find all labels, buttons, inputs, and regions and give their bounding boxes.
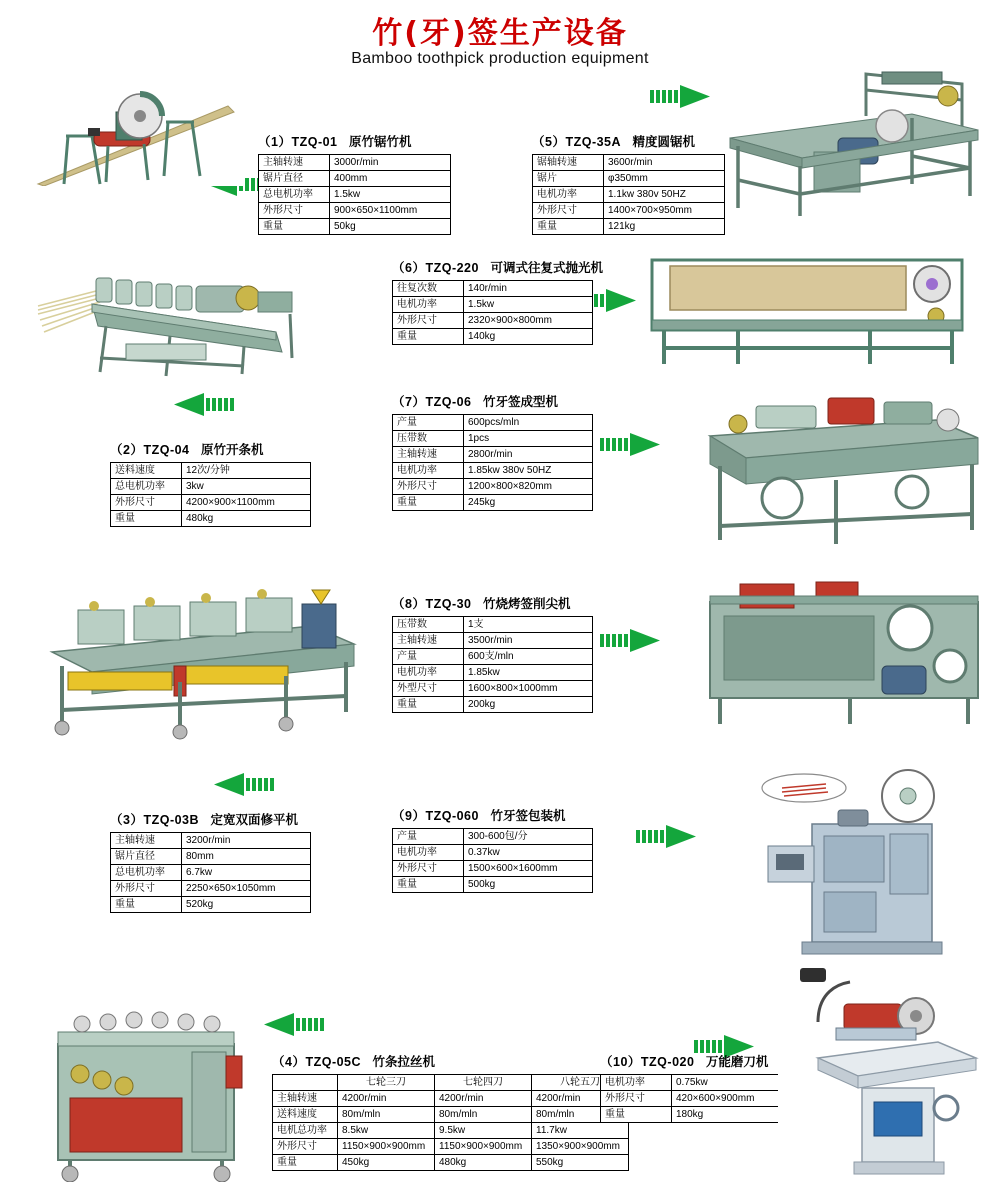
flow-arrow-left-2 bbox=[172, 392, 234, 418]
table-row: 重量 450kg 480kg 550kg bbox=[273, 1155, 629, 1171]
machine-photo-tzq-06 bbox=[686, 380, 986, 550]
spec-name-tzq-01: 原竹锯竹机 bbox=[349, 135, 412, 149]
table-row: 送料速度 12次/分钟 bbox=[111, 463, 311, 479]
table-row: 电机功率 1.85kw bbox=[393, 665, 593, 681]
spec-title-tzq-05c: （4）TZQ-05C 竹条拉丝机 bbox=[272, 1055, 436, 1069]
table-row: 重量 520kg bbox=[111, 897, 311, 913]
table-row: 往复次数 140r/min bbox=[393, 281, 593, 297]
table-row: 外形尺寸 1500×600×1600mm bbox=[393, 861, 593, 877]
spec-block-tzq-30 bbox=[392, 594, 593, 713]
table-header-row: 七轮三刀 七轮四刀 八轮五刀 bbox=[273, 1075, 629, 1091]
table-row: 重量 200kg bbox=[393, 697, 593, 713]
machine-photo-tzq-220 bbox=[646, 248, 976, 368]
table-row: 总电机功率 3kw bbox=[111, 479, 311, 495]
spec-table-tzq-35a bbox=[532, 154, 725, 235]
spec-block-tzq-220 bbox=[392, 258, 603, 345]
table-row: 主轴转速 3500r/min bbox=[393, 633, 593, 649]
table-row: 外形尺寸 2250×650×1050mm bbox=[111, 881, 311, 897]
page-title-en: Bamboo toothpick production equipment bbox=[351, 50, 649, 67]
table-row: 主轴转速 3000r/min bbox=[259, 155, 451, 171]
spec-block-tzq-060 bbox=[392, 806, 593, 893]
table-row: 锯轴转速 3600r/min bbox=[533, 155, 725, 171]
table-row: 电机功率 1.5kw bbox=[393, 297, 593, 313]
spec-title-tzq-020: （10）TZQ-020 万能磨刀机 bbox=[600, 1055, 769, 1069]
table-row: 重量 245kg bbox=[393, 495, 593, 511]
spec-title-tzq-060: （9）TZQ-060 竹牙签包装机 bbox=[392, 809, 566, 823]
spec-title-tzq-35a: （5）TZQ-35A 精度圆锯机 bbox=[532, 135, 696, 149]
table-row: 主轴转速 2800r/min bbox=[393, 447, 593, 463]
table-row: 外形尺寸 2320×900×800mm bbox=[393, 313, 593, 329]
table-row: 重量 50kg bbox=[259, 219, 451, 235]
table-row: 外形尺寸 1150×900×900mm 1150×900×900mm 1350×900×900mm bbox=[273, 1139, 629, 1155]
table-row: 压带数 1支 bbox=[393, 617, 593, 633]
machine-photo-tzq-020 bbox=[778, 962, 988, 1182]
spec-table-tzq-220 bbox=[392, 280, 593, 345]
flow-arrow-right-3 bbox=[600, 432, 662, 458]
table-row: 主轴转速 3200r/min bbox=[111, 833, 311, 849]
table-row: 电机功率 0.75kw bbox=[601, 1075, 801, 1091]
table-row: 电机功率 1.1kw 380v 50HZ bbox=[533, 187, 725, 203]
table-row: 电机总功率 8.5kw 9.5kw 11.7kw bbox=[273, 1123, 629, 1139]
spec-block-tzq-03b bbox=[110, 810, 311, 913]
spec-table-tzq-05c bbox=[272, 1074, 629, 1171]
spec-block-tzq-35a bbox=[532, 132, 725, 235]
spec-title-tzq-30: （8）TZQ-30 竹烧烤签削尖机 bbox=[392, 597, 571, 611]
table-row: 重量 480kg bbox=[111, 511, 311, 527]
spec-title-tzq-03b: （3）TZQ-03B 定宽双面修平机 bbox=[110, 813, 299, 827]
machine-photo-tzq-30 bbox=[700, 570, 990, 730]
table-row: 重量 140kg bbox=[393, 329, 593, 345]
spec-block-tzq-06 bbox=[392, 392, 593, 511]
table-row: 重量 180kg bbox=[601, 1107, 801, 1123]
spec-block-tzq-020 bbox=[600, 1052, 801, 1123]
table-row: 产量 600pcs/mln bbox=[393, 415, 593, 431]
spec-title-tzq-220: （6）TZQ-220 可调式往复式抛光机 bbox=[392, 261, 603, 275]
table-row: 主轴转速 4200r/min 4200r/min 4200r/min bbox=[273, 1091, 629, 1107]
table-row: 外形尺寸 4200×900×1100mm bbox=[111, 495, 311, 511]
table-row: 外形尺寸 420×600×900mm bbox=[601, 1091, 801, 1107]
table-row: 外形尺寸 900×650×1100mm bbox=[259, 203, 451, 219]
table-row: 总电机功率 6.7kw bbox=[111, 865, 311, 881]
table-row: 锯片 φ350mm bbox=[533, 171, 725, 187]
spec-table-tzq-06 bbox=[392, 414, 593, 511]
spec-table-tzq-01 bbox=[258, 154, 451, 235]
machine-photo-tzq-060 bbox=[738, 766, 978, 966]
spec-index-tzq-01: （1） bbox=[258, 135, 292, 149]
spec-title-tzq-01 bbox=[258, 132, 451, 150]
spec-table-tzq-020 bbox=[600, 1074, 801, 1123]
machine-photo-tzq-04 bbox=[30, 248, 330, 378]
spec-table-tzq-060 bbox=[392, 828, 593, 893]
machine-photo-tzq-01 bbox=[28, 66, 243, 186]
spec-title-tzq-06: （7）TZQ-06 竹牙签成型机 bbox=[392, 395, 559, 409]
table-row: 锯片直径 80mm bbox=[111, 849, 311, 865]
table-row: 重量 500kg bbox=[393, 877, 593, 893]
table-row: 电机功率 1.85kw 380v 50HZ bbox=[393, 463, 593, 479]
flow-arrow-right-4 bbox=[600, 628, 662, 654]
table-row: 重量 121kg bbox=[533, 219, 725, 235]
table-row: 送料速度 80m/mln 80m/mln 80m/mln bbox=[273, 1107, 629, 1123]
machine-photo-tzq-35a bbox=[716, 60, 984, 220]
table-row: 产量 300-600包/分 bbox=[393, 829, 593, 845]
table-row: 产量 600支/mln bbox=[393, 649, 593, 665]
flow-arrow-left-3 bbox=[212, 772, 274, 798]
spec-block-tzq-01 bbox=[258, 132, 451, 235]
flow-arrow-left-4 bbox=[262, 1012, 324, 1038]
machine-photo-tzq-03b bbox=[34, 570, 364, 740]
spec-block-tzq-04 bbox=[110, 440, 311, 527]
table-row: 总电机功率 1.5kw bbox=[259, 187, 451, 203]
spec-table-tzq-03b bbox=[110, 832, 311, 913]
table-row: 电机功率 0.37kw bbox=[393, 845, 593, 861]
table-row: 外型尺寸 1600×800×1000mm bbox=[393, 681, 593, 697]
spec-title-tzq-04: （2）TZQ-04 原竹开条机 bbox=[110, 443, 264, 457]
table-row: 锯片直径 400mm bbox=[259, 171, 451, 187]
machine-photo-tzq-05c bbox=[36, 1002, 256, 1182]
page-title-cn: 竹(牙)签生产设备 bbox=[372, 16, 628, 51]
spec-block-tzq-05c bbox=[272, 1052, 629, 1171]
spec-table-tzq-04 bbox=[110, 462, 311, 527]
flow-arrow-right-5 bbox=[636, 824, 698, 850]
table-row: 外形尺寸 1200×800×820mm bbox=[393, 479, 593, 495]
spec-code-tzq-01: TZQ-01 bbox=[291, 135, 338, 149]
table-row: 压带数 1pcs bbox=[393, 431, 593, 447]
table-row: 外形尺寸 1400×700×950mm bbox=[533, 203, 725, 219]
flow-arrow-right-1 bbox=[650, 84, 712, 110]
spec-table-tzq-30 bbox=[392, 616, 593, 713]
